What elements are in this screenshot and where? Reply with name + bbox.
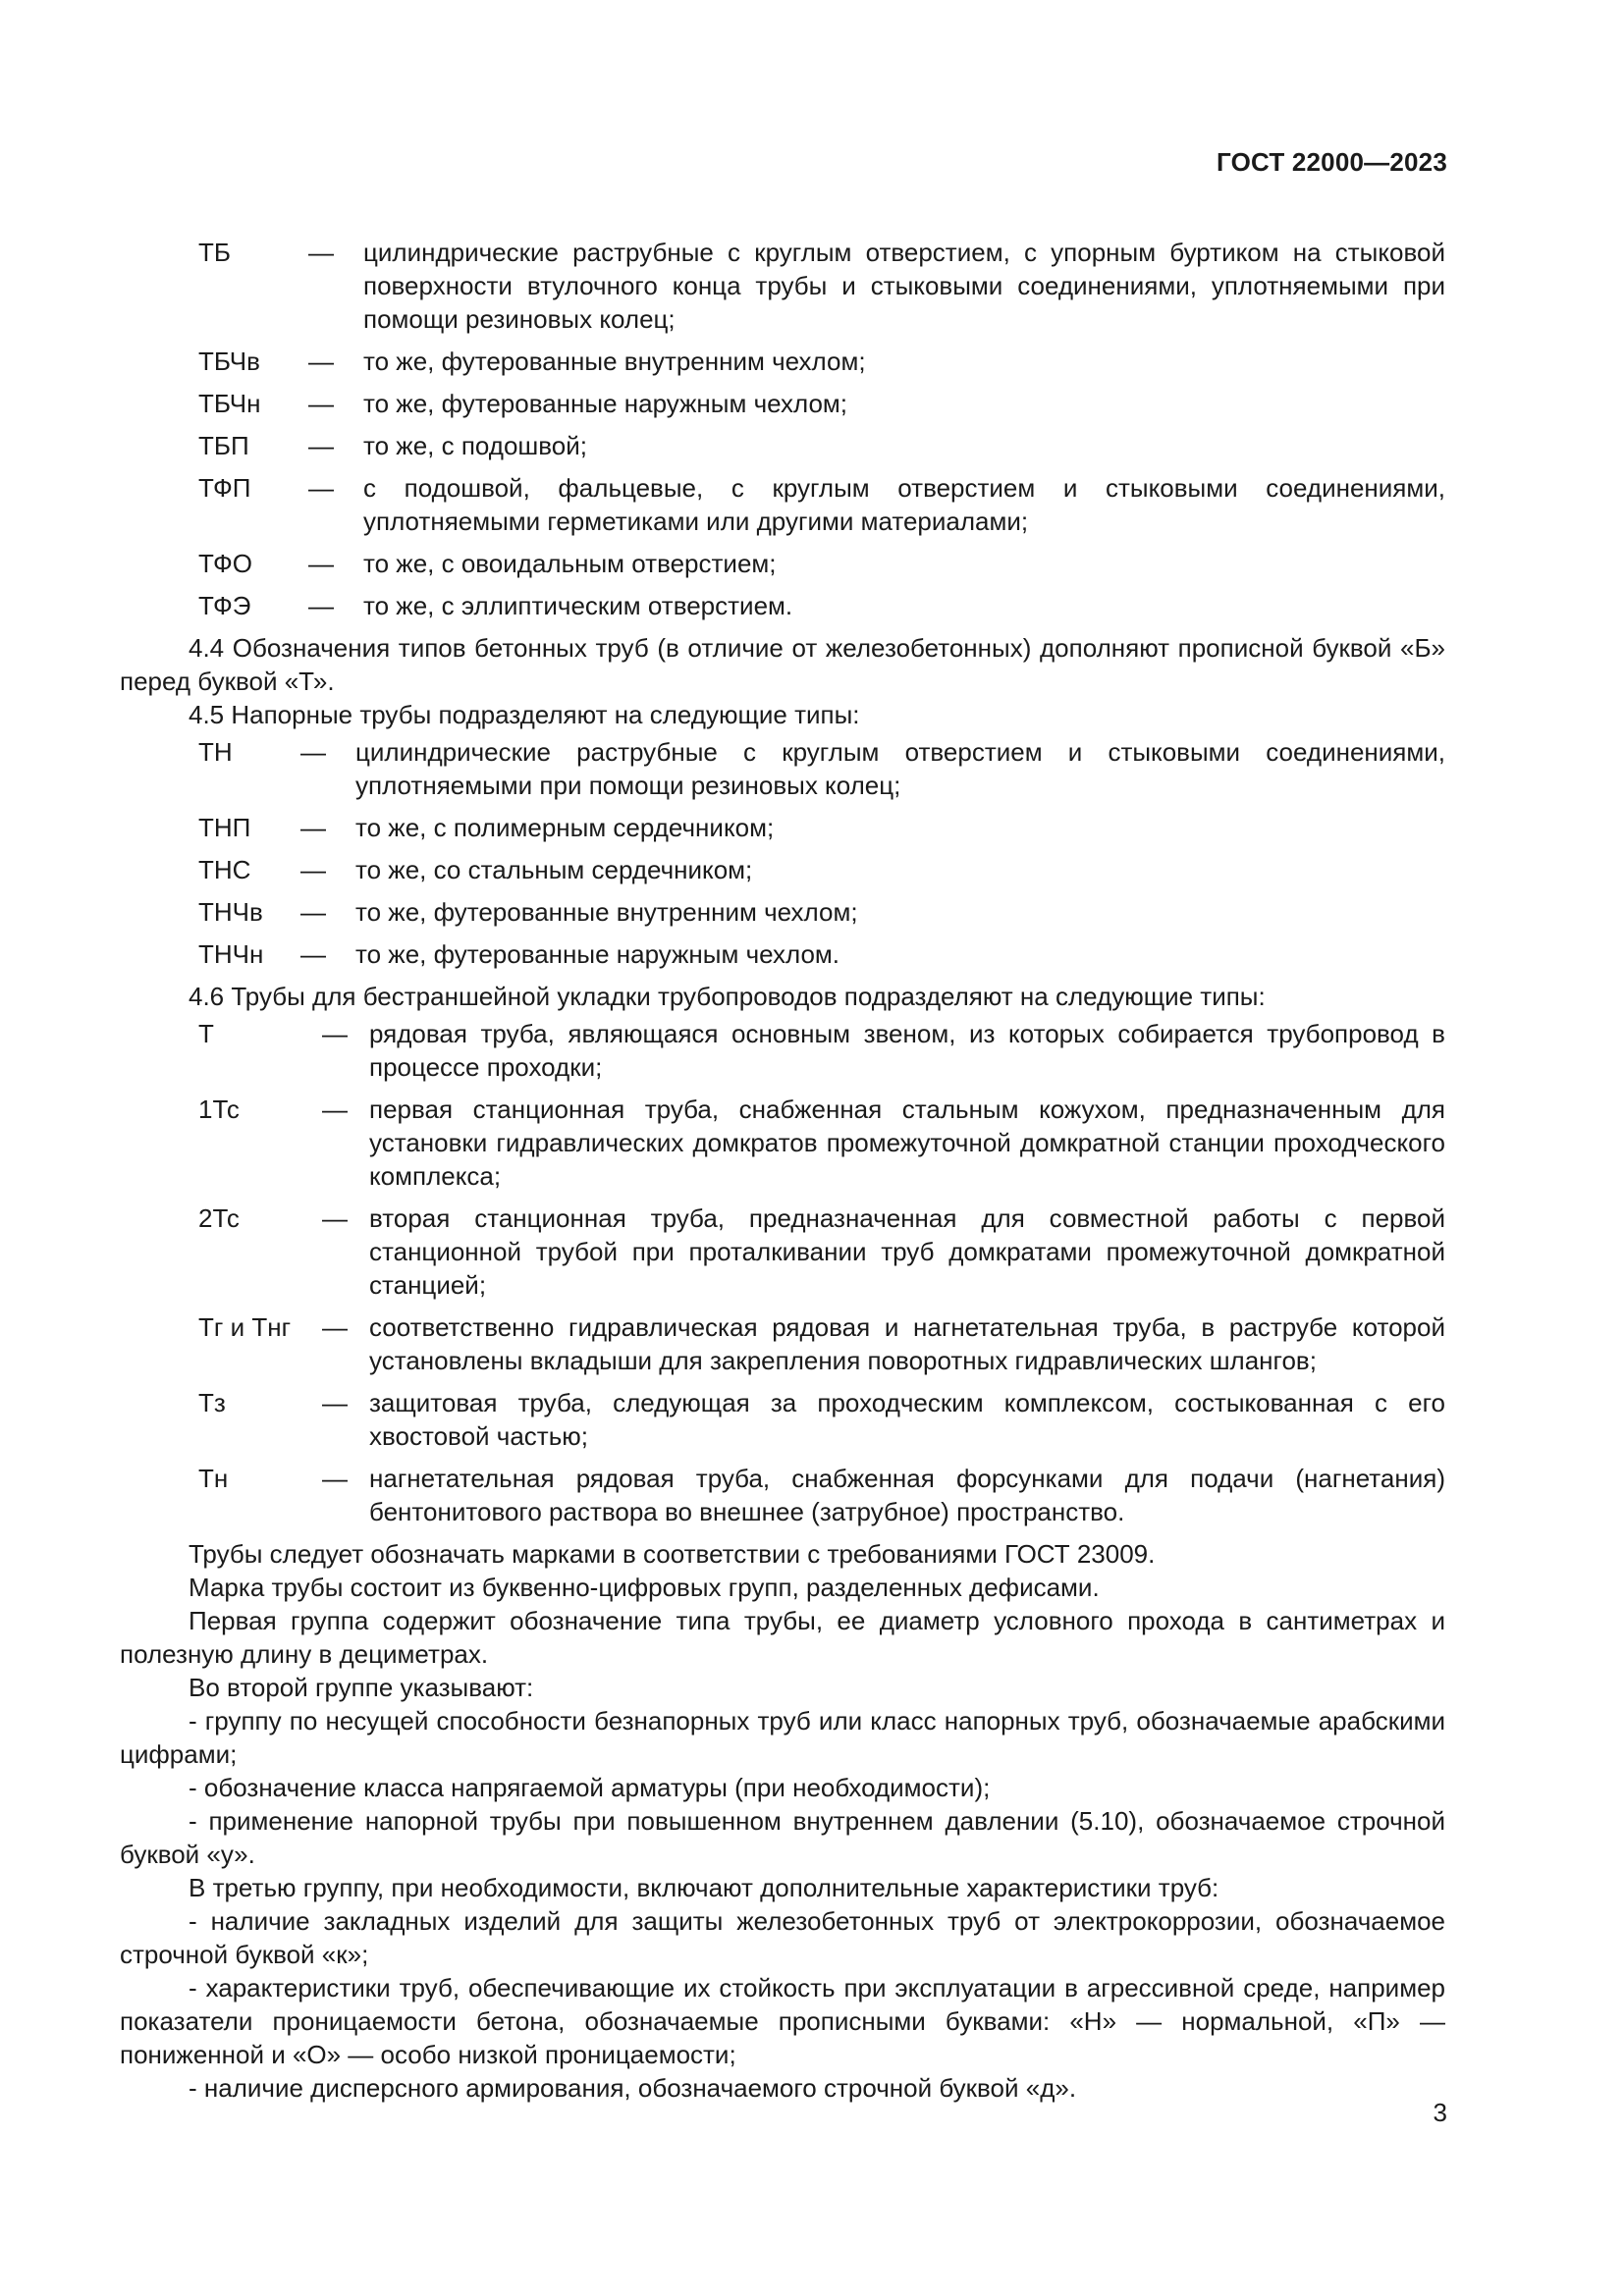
definition-dash: — [322,1464,348,1493]
definition-dash: — [322,1095,348,1124]
definition-row [120,895,1445,929]
clause-4-6: 4.6 Трубы для бестраншейной укладки трубопроводов подразделяют на следующие типы: [189,982,1266,1011]
definition-text: то же, футерованные наружным чехлом; [363,389,848,418]
definition-text: с подошвой, фальцевые, с круглым отверстием и стыковыми соединениями, уплотняемыми герметиками или другими материалами; [363,473,1445,536]
definition-term: Тз [198,1388,226,1417]
definition-text: то же, с подошвой; [363,431,588,460]
pipe-types-list-nonpressure [120,236,1445,622]
pipe-types-list-trenchless [120,1017,1445,1528]
definition-term: ТН [198,737,233,767]
paragraph: Трубы следует обозначать марками в соответствии с требованиями ГОСТ 23009. [189,1539,1156,1569]
definition-dash: — [300,897,326,927]
definition-dash: — [322,1203,348,1233]
clause-4-4: 4.4 Обозначения типов бетонных труб (в отличие от железобетонных) дополняют прописной буквой «Б» перед буквой «Т». [120,633,1445,696]
definition-text: то же, с эллиптическим отверстием. [363,591,793,620]
definition-term: ТФО [198,549,253,578]
list-item: - характеристики труб, обеспечивающие их стойкость при эксплуатации в агрессивной среде, например показатели проницаемости бетона, обозначаемые прописными буквами: «Н» — нормальной, «П» — пониженной и «О» — особо низкой проницаемости; [120,1973,1445,2069]
definition-term: ТНП [198,813,251,842]
definition-term: ТБП [198,431,249,460]
list-item: - наличие закладных изделий для защиты железобетонных труб от электрокоррозии, обозначаемое строчной буквой «к»; [120,1906,1445,1969]
definition-row [120,853,1445,886]
definition-dash: — [322,1312,348,1342]
document-header: ГОСТ 22000—2023 [1217,147,1447,177]
definition-row [120,345,1445,378]
definition-row [120,387,1445,420]
list-item: - наличие дисперсного армирования, обозначаемого строчной буквой «д». [189,2073,1077,2103]
paragraph: В третью группу, при необходимости, включают дополнительные характеристики труб: [189,1873,1219,1902]
definition-row [120,429,1445,462]
definition-term: ТФЭ [198,591,251,620]
definition-dash: — [300,939,326,969]
list-item: - обозначение класса напрягаемой арматуры (при необходимости); [189,1773,991,1802]
definition-term: ТБ [198,238,231,267]
definition-dash: — [308,347,334,376]
definition-text: то же, футерованные внутренним чехлом; [355,897,858,927]
definition-text: цилиндрические раструбные с круглым отверстием и стыковыми соединениями, уплотняемыми при помощи резиновых колец; [355,737,1445,800]
definition-dash: — [300,813,326,842]
definition-text: то же, футерованные наружным чехлом. [355,939,840,969]
definition-term: ТФП [198,473,251,503]
definition-row [120,1201,1445,1302]
definition-term: ТБЧв [198,347,260,376]
list-item: - применение напорной трубы при повышенном внутреннем давлении (5.10), обозначаемое строчной буквой «у». [120,1806,1445,1869]
definition-term: Тг и Тнг [198,1312,292,1342]
definition-text: то же, со стальным сердечником; [355,855,753,884]
definition-row [120,1386,1445,1453]
definition-row [120,1462,1445,1528]
definition-term: 2Тс [198,1203,240,1233]
definition-term: ТНЧн [198,939,264,969]
definition-text: рядовая труба, являющаяся основным звеном, из которых собирается трубопровод в процессе проходки; [369,1019,1445,1082]
document-body [120,236,1445,2105]
paragraph: Марка трубы состоит из буквенно-цифровых групп, разделенных дефисами. [189,1573,1100,1602]
definition-text: нагнетательная рядовая труба, снабженная форсунками для подачи (нагнетания) бентонитового раствора во внешнее (затрубное) пространство. [369,1464,1445,1526]
definition-dash: — [308,473,334,503]
definition-row [120,1093,1445,1193]
list-item: - группу по несущей способности безнапорных труб или класс напорных труб, обозначаемые арабскими цифрами; [120,1706,1445,1769]
definition-term: ТБЧн [198,389,261,418]
definition-text: соответственно гидравлическая рядовая и нагнетательная труба, в раструбе которой установлены вкладыши для закрепления поворотных гидравлических шлангов; [369,1312,1445,1375]
definition-row [120,589,1445,622]
clause-4-5: 4.5 Напорные трубы подразделяют на следующие типы: [189,700,860,729]
definition-term: Т [198,1019,214,1048]
definition-term: Тн [198,1464,229,1493]
definition-text: вторая станционная труба, предназначенная для совместной работы с первой станционной трубой при проталкивании труб домкратами промежуточной домкратной станцией; [369,1203,1445,1300]
paragraph: Во второй группе указывают: [189,1673,534,1702]
definition-row [120,236,1445,336]
definition-text: цилиндрические раструбные с круглым отверстием, с упорным буртиком на стыковой поверхности втулочного конца трубы и стыковыми соединениями, уплотняемыми при помощи резиновых колец; [363,238,1445,334]
definition-row [120,811,1445,844]
definition-dash: — [308,389,334,418]
definition-dash: — [308,591,334,620]
definition-dash: — [300,855,326,884]
definition-term: 1Тс [198,1095,240,1124]
definition-row [120,937,1445,971]
pipe-types-list-pressure [120,735,1445,971]
definition-term: ТНЧв [198,897,263,927]
definition-text: защитовая труба, следующая за проходческим комплексом, состыкованная с его хвостовой частью; [369,1388,1445,1451]
definition-text: то же, футерованные внутренним чехлом; [363,347,866,376]
definition-row [120,471,1445,538]
definition-dash: — [308,549,334,578]
definition-dash: — [300,737,326,767]
paragraph: Первая группа содержит обозначение типа трубы, ее диаметр условного прохода в сантиметрах и полезную длину в дециметрах. [120,1606,1445,1669]
definition-row [120,1017,1445,1084]
definition-row [120,547,1445,580]
page-number: 3 [1433,2098,1447,2127]
definition-dash: — [322,1019,348,1048]
definition-dash: — [322,1388,348,1417]
definition-row [120,1310,1445,1377]
definition-dash: — [308,238,334,267]
definition-dash: — [308,431,334,460]
definition-text: первая станционная труба, снабженная стальным кожухом, предназначенным для установки гидравлических домкратов промежуточной домкратной станции проходческого комплекса; [369,1095,1445,1191]
definition-row [120,735,1445,802]
definition-text: то же, с овоидальным отверстием; [363,549,777,578]
definition-term: ТНС [198,855,251,884]
definition-text: то же, с полимерным сердечником; [355,813,775,842]
